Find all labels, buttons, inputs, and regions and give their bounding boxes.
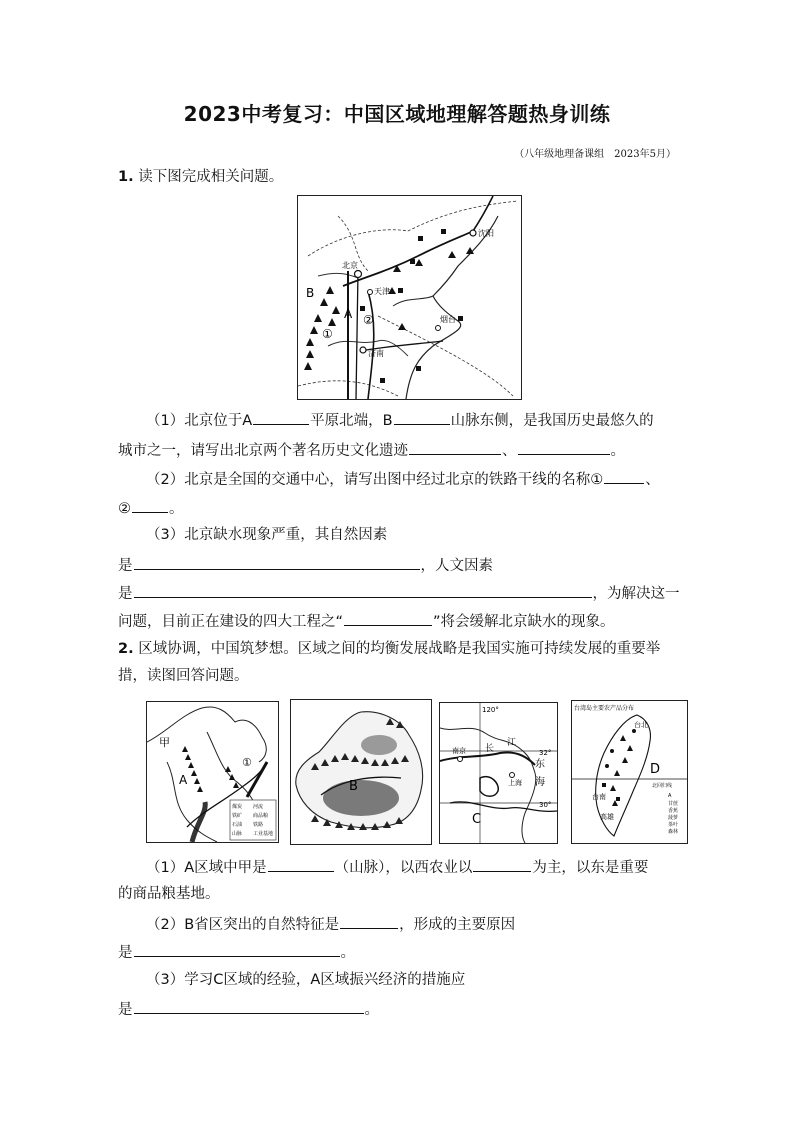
q2-p1-blank-mountain[interactable]: [268, 856, 334, 872]
q2-p2-text-c: 是: [118, 945, 133, 961]
q2-p1-text-c: 为主，以东是重要: [532, 860, 649, 876]
q2-part3-line1: [146, 970, 465, 990]
q1-p3-text-d: 是: [118, 586, 133, 602]
map-a-label-a: A: [179, 773, 188, 787]
q2-stem-line1: [118, 639, 660, 659]
q2-part3-line2: [118, 998, 379, 1020]
q1-p3-blank-project[interactable]: [344, 610, 432, 626]
map1-label-circle1: ①: [322, 327, 333, 341]
map-a-legend-3: 山脉: [232, 831, 243, 837]
map-d-label-tainan: 台南: [592, 793, 606, 801]
q1-p1-text-c: 山脉东侧，是我国历史最悠久的: [450, 413, 654, 429]
q1-stem-text: 读下图完成相关问题。: [138, 169, 284, 185]
q1-p2-text-c: ②: [118, 501, 131, 517]
map-c-label-jiang: 江: [507, 738, 517, 748]
q1-part1-line2: [118, 439, 625, 461]
q1-p1-blank-mountain[interactable]: [394, 409, 450, 425]
q1-p1-text-a: （1）北京位于A: [146, 413, 253, 429]
q1-p3-blank-natural[interactable]: [134, 554, 420, 570]
map-d-taiwan: [571, 700, 688, 844]
map-b-xinjiang: [290, 699, 432, 845]
q1-p1-text-b: 平原北端，B: [310, 413, 393, 429]
q1-number: 1.: [118, 169, 134, 185]
map-c-label-c: C: [472, 812, 482, 827]
q2-p2-text-d: 。: [340, 945, 355, 961]
map-c-label-dong: 东: [535, 759, 545, 770]
map-d-label-huiguixian: 北回归线: [652, 783, 673, 789]
q1-p2-text-a: （2）北京是全国的交通中心，请写出图中经过北京的铁路干线的名称①: [146, 472, 604, 488]
q2-p1-blank-agriculture[interactable]: [473, 856, 531, 872]
q2-part2-line2: [118, 941, 355, 963]
map-d-legend-4: 茶叶: [668, 822, 679, 828]
map-c-yangtze-delta: [439, 702, 558, 844]
q2-p3-text-c: 。: [364, 1002, 379, 1018]
q2-p1-text-b: （山脉），以西农业以: [334, 860, 473, 876]
map-d-label-d: D: [650, 762, 661, 777]
map-d-legend-1: 甘蔗: [668, 801, 679, 807]
map-a-legend-5: 商品粮: [253, 813, 269, 819]
q1-p1-text-f: 。: [610, 443, 625, 459]
q2-stem-text-a: 区域协调，中国筑梦想。区域之间的均衡发展战略是我国实施可持续发展的重要举: [138, 641, 661, 657]
q1-p2-text-b: 、: [645, 472, 660, 488]
map-a-legend-4: 河流: [253, 804, 264, 810]
q2-part1-line2: [118, 884, 220, 904]
map-d-label-gaoxiong: 高雄: [600, 813, 614, 821]
map-c-label-nanjing: 南京: [452, 747, 466, 755]
q2-p2-blank-reason[interactable]: [134, 941, 340, 957]
map-d-label-taibei: 台北: [634, 721, 648, 729]
q1-part2-line1: [146, 468, 660, 490]
map-d-legend-2: 香蕉: [668, 808, 679, 814]
q2-part2-line1: [146, 913, 515, 935]
map-a-label-circle1: ①: [242, 756, 252, 769]
map-c-label-lat1: 32°: [539, 749, 552, 757]
map-c-label-lon: 120°: [482, 706, 499, 714]
q2-p2-blank-feature[interactable]: [340, 913, 398, 929]
q1-part3-line2: [118, 554, 493, 576]
q1-p1-text-d: 城市之一，请写出北京两个著名历史文化遗迹: [118, 443, 408, 459]
map-d-legend-5: 森林: [668, 829, 679, 835]
q1-p2-text-d: 。: [169, 501, 184, 517]
q1-part1-line1: [146, 409, 654, 431]
map1-label-tianjin: 天津: [374, 287, 390, 296]
map-d-legend-0: A: [668, 793, 672, 799]
q2-p1-text-a: （1）A区域中甲是: [146, 860, 267, 876]
q1-p1-blank-site2[interactable]: [518, 439, 610, 455]
map-a-legend-2: 石油: [232, 822, 243, 828]
q1-part2-line2: [118, 497, 184, 519]
q2-number: 2.: [118, 641, 134, 657]
q1-p1-text-e: 、: [502, 443, 517, 459]
map1-label-b: B: [306, 286, 315, 300]
q1-p3-text-b: 是: [118, 558, 133, 574]
q1-stem: [118, 167, 283, 187]
beijing-region-map: [297, 195, 522, 400]
map1-label-a: A: [344, 307, 353, 321]
map-a-legend-1: 铁矿: [232, 813, 243, 819]
q1-part3-line4: [118, 610, 615, 632]
map-b-label-b: B: [349, 779, 358, 794]
map-a-legend-0: 煤炭: [232, 804, 243, 810]
map1-label-jinan: 济南: [368, 349, 384, 358]
q1-p2-blank-rail1[interactable]: [604, 468, 644, 484]
q2-p3-blank-measures[interactable]: [134, 998, 364, 1014]
q1-p3-text-c: ，人文因素: [420, 558, 493, 574]
page-title: 2023中考复习：中国区域地理解答题热身训练: [183, 102, 611, 126]
map-c-label-lat2: 30°: [539, 801, 552, 809]
q1-p3-blank-human[interactable]: [134, 582, 592, 598]
q1-p3-text-e: ，为解决这一: [592, 586, 680, 602]
map1-label-yantai: 烟台: [440, 315, 456, 324]
map-c-label-chang: 长: [485, 744, 495, 754]
q2-p2-text-a: （2）B省区突出的自然特征是: [146, 917, 340, 933]
q2-stem-text-b: 措，读图回答问题。: [118, 668, 249, 684]
q1-p3-text-f: 问题，目前正在建设的四大工程之“: [118, 614, 344, 630]
map-d-legend-3: 菠萝: [668, 815, 679, 821]
q2-p3-text-b: 是: [118, 1002, 133, 1018]
map-c-label-hai: 海: [535, 777, 545, 788]
q2-p2-text-b: ，形成的主要原因: [399, 917, 516, 933]
q1-p2-blank-rail2[interactable]: [132, 497, 168, 513]
q1-part3-line1: [146, 525, 387, 545]
q2-stem-line2: [118, 666, 249, 686]
map-d-title: 台湾岛主要农产品分布: [574, 705, 635, 712]
q1-p3-text-g: ”将会缓解北京缺水的现象。: [433, 614, 615, 630]
q1-p1-blank-plain[interactable]: [253, 409, 309, 425]
map-c-label-shanghai: 上海: [508, 779, 522, 787]
map1-label-beijing: 北京: [342, 261, 358, 270]
map1-label-shenyang: 沈阳: [478, 229, 494, 238]
q1-p1-blank-site1[interactable]: [409, 439, 501, 455]
map-a-label-jia: 甲: [159, 736, 170, 749]
map-a-legend-7: 工业基地: [253, 831, 274, 837]
map-a-northeast: [146, 701, 279, 843]
q2-p1-text-d: 的商品粮基地。: [118, 886, 220, 902]
q2-part1-line1: [146, 856, 648, 878]
map1-label-circle2: ②: [363, 313, 374, 327]
subtitle: （八年级地理备课组 2023年5月）: [514, 149, 676, 160]
map-a-legend-6: 铁路: [253, 822, 264, 828]
q1-part3-line3: [118, 582, 680, 604]
q1-p3-text-a: （3）北京缺水现象严重，其自然因素: [146, 527, 388, 543]
q2-p3-text-a: （3）学习C区域的经验，A区域振兴经济的措施应: [146, 972, 466, 988]
